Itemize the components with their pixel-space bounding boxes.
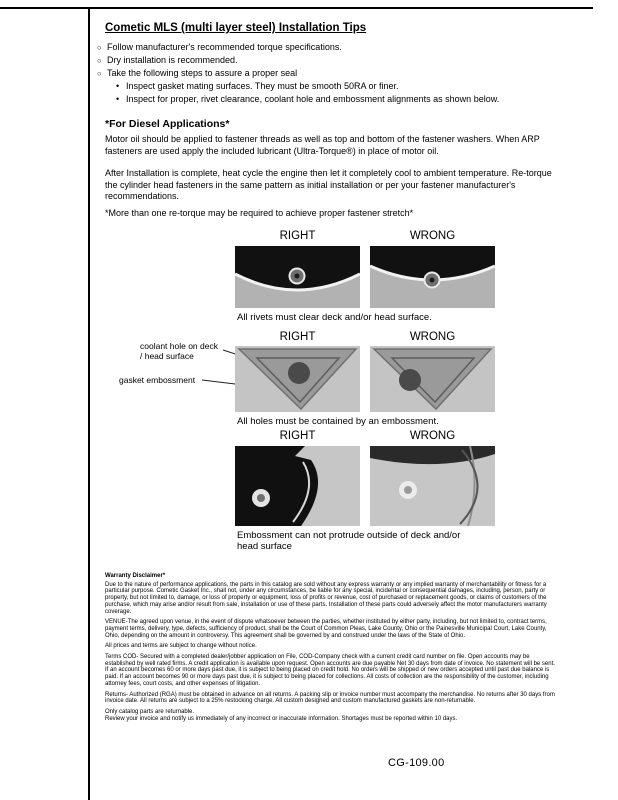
legal-paragraph: Terms COD- Secured with a completed dealer/jobber application on File, COD-Company check with a current credit card number on file. Open accounts may be established by well rated firms. A credit application is available upon request. Open accounts are due payable Net 30 days from date of invoice. No statement will be sent. If an account becomes 60 or more days past due, it is subject to being placed on credit hold. No orders will be shipped or new orders accepted until past due balance is paid. If an account becomes 90 or more days past due, it is subject to being placed for collections. All costs of collection are the responsibility of the customer, including attorney fees, court costs, and other expenses of litigation.: [105, 654, 555, 687]
list-item: [116, 80, 567, 93]
holes-right-drawing: [235, 346, 360, 412]
page-code: CG-109.00: [388, 757, 445, 769]
list-item: [97, 67, 567, 80]
wrong-label: WRONG: [409, 230, 456, 242]
holes-wrong-image: [370, 346, 495, 412]
list-item: [116, 93, 567, 106]
holes-caption: All holes must be contained by an embossment.: [237, 416, 439, 427]
tip-text: Follow manufacturer's recommended torque specifications.: [107, 42, 342, 52]
right-label: RIGHT: [279, 230, 316, 242]
rivet-right-drawing: [235, 246, 360, 308]
open-bullet-icon: ○: [97, 56, 102, 65]
embossment-wrong-drawing: [370, 446, 495, 526]
page-border-left: [88, 7, 90, 800]
legal-paragraph: Review your invoice and notify us immediately of any incorrect or inaccurate information. Shortages must be reported within 10 days.: [105, 715, 458, 722]
legal-paragraph: All prices and terms are subject to change without notice.: [105, 643, 257, 650]
holes-wrong-drawing: [370, 346, 495, 412]
warranty-disclaimer-block: [105, 573, 555, 726]
coolant-hole: [399, 369, 421, 391]
tip-text: Take the following steps to assure a proper seal: [107, 68, 298, 78]
warranty-heading: Warranty Disclaimer*: [105, 573, 166, 579]
legal-paragraph: VENUE-The agreed upon venue, in the event of dispute whatsoever between the parties, whether instituted by either party, including, but not limited to, contract terms, payment terms, delivery, type, defects, sufficiency of product, shall be the Court of Common Pleas, Lake County, Ohio or the Painesville Municipal Court, Lake County, Ohio, depending on the amount in controversy. This agreement shall be governed by and construed under the laws of the State of Ohio.: [105, 619, 547, 639]
diesel-paragraph-1: Motor oil should be applied to fastener threads as well as top and bottom of the fastener washers. When ARP fasteners are used apply the included lubricant (Ultra-Torque®) in place of motor oil.: [105, 134, 540, 156]
embossment-wrong-image: [370, 446, 495, 526]
list-item: [97, 54, 567, 67]
tips-list: [97, 41, 567, 106]
legal-paragraph: Due to the nature of performance applications, the parts in this catalog are sold without any express warranty or any implied warranty of merchantability or fitness for a particular purpose. Cometic Gasket Inc., shall not, under any circumstances, be liable for any special, incidental or consequential damages, including, person, party or property, but not limited to, damage, or loss of property or equipment, loss of profits or revenue, cost of purchased or replacement goods, or claims of customers of the purchase, which may arise and/or result from sale, installation or use of these parts. Installation of these parts could adversely affect the motor manufacturers warranty coverage.: [105, 581, 547, 615]
diesel-paragraph-2: After Installation is complete, heat cycle the engine then let it completely cool to ambient temperature. Re-torque the cylinder head fasteners in the same pattern as initial installation or per your fastener manufacturer's recommendations.: [105, 168, 552, 201]
list-item: [97, 41, 567, 54]
wrong-label: WRONG: [409, 331, 456, 343]
embossment-right-drawing: [235, 446, 360, 526]
rivet-wrong-image: [370, 246, 495, 308]
legal-paragraph: Only catalog parts are returnable.: [105, 708, 195, 715]
gasket-embossment-callout: gasket embossment: [119, 375, 196, 385]
retorque-note: *More than one re-torque may be required to achieve proper fastener stretch*: [105, 208, 414, 218]
tip-text: Dry installation is recommended.: [107, 55, 238, 65]
open-bullet-icon: ○: [97, 43, 102, 52]
open-bullet-icon: ○: [97, 69, 102, 78]
rivet-right-image: [235, 246, 360, 308]
wrong-label: WRONG: [409, 430, 456, 442]
embossment-caption: Embossment can not protrude outside of deck and/or head surface: [237, 530, 461, 552]
coolant-hole-callout: coolant hole on deck / head surface: [140, 341, 218, 361]
rivets-caption: All rivets must clear deck and/or head surface.: [237, 312, 432, 323]
right-label: RIGHT: [279, 430, 316, 442]
holes-right-image: [235, 346, 360, 412]
right-label: RIGHT: [279, 331, 316, 343]
tip-text: Inspect for proper, rivet clearance, coolant hole and embossment alignments as shown below.: [126, 94, 500, 104]
solid-bullet-icon: •: [116, 81, 120, 91]
rivet-wrong-drawing: [370, 246, 495, 308]
page-title: Cometic MLS (multi layer steel) Installation Tips: [105, 22, 367, 34]
coolant-hole: [288, 362, 310, 384]
tip-text: Inspect gasket mating surfaces. They must be smooth 50RA or finer.: [126, 81, 399, 91]
embossment-right-image: [235, 446, 360, 526]
solid-bullet-icon: •: [116, 94, 120, 104]
legal-paragraph: Returns- Authorized (RGA) must be obtained in advance on all returns. A packing slip or invoice number must accompany the merchandise. No returns after 30 days from invoice date. All returns are subject to a 25% restocking charge. All custom designed and custom manufactured gaskets are non-returnable.: [105, 691, 555, 705]
diesel-heading: *For Diesel Applications*: [105, 118, 230, 130]
